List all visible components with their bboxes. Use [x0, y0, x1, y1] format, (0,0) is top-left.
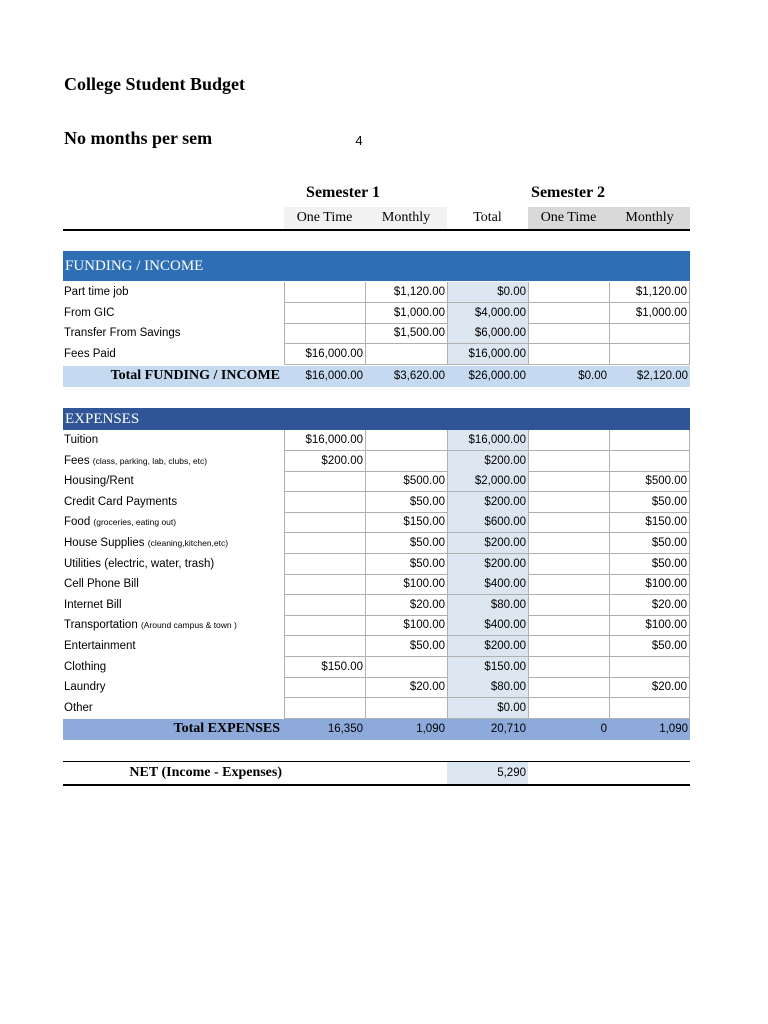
funding-total-total[interactable]: $26,000.00 [468, 370, 526, 382]
expenses-cell-s1-onetime[interactable] [284, 512, 365, 533]
funding-row-transfer-from-savings [63, 323, 690, 344]
expenses-cell-s1-onetime[interactable] [284, 492, 365, 513]
row-label-text: Housing/Rent [64, 475, 134, 488]
expenses-cell-s2-onetime[interactable] [528, 698, 609, 719]
expenses-label-clothing [63, 657, 284, 678]
expenses-cell-s2-monthly[interactable]: $20.00 [609, 677, 690, 698]
expenses-label-laundry [63, 677, 284, 698]
funding-cell-s1-monthly[interactable] [365, 344, 447, 365]
expenses-cell-s2-monthly[interactable]: $150.00 [609, 512, 690, 533]
expenses-row-transportation [63, 615, 690, 636]
funding-cell-total[interactable]: $0.00 [447, 282, 528, 303]
row-label-text: Food [64, 516, 91, 529]
expenses-cell-s1-monthly[interactable] [365, 451, 447, 472]
col-header-s1-monthly: Monthly [365, 207, 447, 229]
expenses-cell-s1-monthly[interactable]: $100.00 [365, 615, 447, 636]
funding-total-label: Total FUNDING / INCOME [110, 368, 280, 383]
expenses-cell-s2-onetime[interactable] [528, 657, 609, 678]
row-label-text: From GIC [64, 306, 115, 319]
expenses-cell-s1-onetime[interactable] [284, 471, 365, 492]
funding-cell-total[interactable]: $16,000.00 [447, 344, 528, 365]
expenses-label-house-supplies [63, 533, 284, 554]
expenses-label-credit-card-payments [63, 492, 284, 513]
funding-cell-s1-monthly[interactable]: $1,000.00 [365, 303, 447, 324]
expenses-cell-s1-monthly[interactable] [365, 657, 447, 678]
expenses-cell-total[interactable]: $2,000.00 [447, 471, 528, 492]
row-label-text: Transportation [64, 619, 138, 632]
months-per-sem-value[interactable]: 4 [355, 133, 363, 148]
funding-row-part-time-job [63, 282, 690, 303]
expenses-cell-total[interactable]: $150.00 [447, 657, 528, 678]
expenses-cell-s1-onetime[interactable] [284, 595, 365, 616]
row-label-text: Part time job [64, 286, 129, 298]
funding-cell-s1-onetime[interactable] [284, 282, 365, 303]
expenses-cell-total[interactable]: $0.00 [447, 698, 528, 719]
expenses-cell-total[interactable]: $200.00 [447, 451, 528, 472]
expenses-cell-s1-onetime[interactable] [284, 677, 365, 698]
expenses-cell-s1-monthly[interactable]: $50.00 [365, 533, 447, 554]
funding-cell-s1-monthly[interactable]: $1,120.00 [365, 282, 447, 303]
expenses-section-header: EXPENSES [63, 408, 690, 430]
funding-label-fees-paid [63, 344, 284, 365]
expenses-label-transportation [63, 615, 284, 636]
expenses-cell-s2-onetime[interactable] [528, 554, 609, 575]
expenses-cell-s2-onetime[interactable] [528, 574, 609, 595]
expenses-row-credit-card-payments [63, 492, 690, 513]
expenses-total-total[interactable]: 20,710 [490, 723, 526, 735]
row-label-note: (cleaning,kitchen,etc) [147, 538, 229, 548]
expenses-row-other [63, 698, 690, 719]
col-header-total: Total [447, 207, 528, 229]
row-label-note: (groceries, eating out) [93, 517, 177, 528]
expenses-cell-s1-onetime[interactable] [284, 698, 365, 719]
expenses-total-label: Total EXPENSES [173, 721, 280, 736]
expenses-total-s2-monthly[interactable]: 1,090 [659, 723, 688, 735]
funding-cell-s2-onetime[interactable] [528, 344, 609, 365]
expenses-cell-s1-onetime[interactable] [284, 636, 365, 657]
funding-cell-total[interactable]: $6,000.00 [447, 323, 528, 344]
expenses-row-house-supplies [63, 533, 690, 554]
row-label-text: Transfer From Savings [64, 327, 181, 340]
expenses-label-fees [63, 451, 284, 472]
expenses-row-tuition [63, 430, 690, 451]
expenses-cell-s1-onetime[interactable] [284, 574, 365, 595]
funding-cell-s2-monthly[interactable] [609, 323, 690, 344]
expenses-cell-s1-onetime[interactable] [284, 533, 365, 554]
expenses-cell-s1-onetime[interactable]: $150.00 [284, 657, 365, 678]
funding-cell-total[interactable]: $4,000.00 [447, 303, 528, 324]
expenses-cell-s2-monthly[interactable]: $50.00 [609, 492, 690, 513]
expenses-label-utilities [63, 554, 284, 575]
funding-cell-s2-onetime[interactable] [528, 323, 609, 344]
funding-label-transfer-from-savings [63, 323, 284, 344]
expenses-cell-total[interactable]: $200.00 [447, 533, 528, 554]
expenses-cell-total[interactable]: $200.00 [447, 492, 528, 513]
funding-cell-s2-monthly[interactable]: $1,120.00 [609, 282, 690, 303]
expenses-cell-s1-monthly[interactable]: $50.00 [365, 554, 447, 575]
expenses-cell-s2-monthly[interactable]: $50.00 [609, 554, 690, 575]
expenses-cell-s2-monthly[interactable] [609, 451, 690, 472]
row-label-text: Laundry [64, 681, 106, 694]
expenses-label-housing-rent [63, 471, 284, 492]
semester-2-header: Semester 2 [531, 184, 605, 201]
expenses-cell-s1-onetime[interactable]: $16,000.00 [284, 430, 365, 451]
net-label: NET (Income - Expenses) [129, 765, 282, 780]
funding-total-s1-onetime[interactable]: $16,000.00 [305, 370, 363, 382]
expenses-total-s2-onetime[interactable]: 0 [600, 723, 607, 735]
row-label-text: Tuition [64, 434, 99, 446]
col-header-s2-monthly: Monthly [609, 207, 690, 229]
expenses-cell-s2-onetime[interactable] [528, 451, 609, 472]
row-label-text: Entertainment [64, 640, 136, 652]
expenses-label-internet-bill [63, 595, 284, 616]
page-title: College Student Budget [64, 74, 246, 94]
expenses-row-clothing [63, 657, 690, 678]
expenses-cell-s2-monthly[interactable]: $50.00 [609, 636, 690, 657]
row-label-note: (Around campus & town ) [140, 620, 237, 631]
expenses-cell-total[interactable]: $400.00 [447, 574, 528, 595]
funding-cell-s2-monthly[interactable] [609, 344, 690, 365]
expenses-cell-s2-onetime[interactable] [528, 430, 609, 451]
months-per-sem-label: No months per sem [64, 128, 213, 148]
expenses-row-internet-bill [63, 595, 690, 616]
expenses-row-housing-rent [63, 471, 690, 492]
funding-cell-s1-monthly[interactable]: $1,500.00 [365, 323, 447, 344]
expenses-row-cell-phone-bill [63, 574, 690, 595]
expenses-total-s1-monthly[interactable]: 1,090 [416, 723, 445, 735]
expenses-row-entertainment [63, 636, 690, 657]
expenses-cell-s2-monthly[interactable]: $500.00 [609, 471, 690, 492]
expenses-label-other [63, 698, 284, 719]
expenses-row-laundry [63, 677, 690, 698]
expenses-label-food [63, 512, 284, 533]
funding-total-s1-monthly[interactable]: $3,620.00 [393, 370, 445, 382]
net-row [63, 761, 690, 786]
expenses-cell-s2-monthly[interactable] [609, 698, 690, 719]
expenses-label-tuition [63, 430, 284, 451]
semester-1-header: Semester 1 [306, 184, 380, 201]
expenses-cell-s2-monthly[interactable]: $100.00 [609, 615, 690, 636]
expenses-cell-s1-onetime[interactable]: $200.00 [284, 451, 365, 472]
expenses-cell-s2-monthly[interactable]: $100.00 [609, 574, 690, 595]
expenses-cell-s1-monthly[interactable]: $100.00 [365, 574, 447, 595]
funding-label-from-gic [63, 303, 284, 324]
expenses-total-s1-onetime[interactable]: 16,350 [327, 723, 363, 735]
funding-cell-s2-onetime[interactable] [528, 282, 609, 303]
expenses-cell-s1-monthly[interactable]: $20.00 [365, 595, 447, 616]
expenses-cell-s2-onetime[interactable] [528, 636, 609, 657]
expenses-cell-s2-onetime[interactable] [528, 471, 609, 492]
expenses-cell-s1-monthly[interactable]: $50.00 [365, 636, 447, 657]
funding-cell-s1-onetime[interactable] [284, 323, 365, 344]
funding-section-header: FUNDING / INCOME [63, 251, 690, 281]
expenses-cell-total[interactable]: $400.00 [447, 615, 528, 636]
expenses-cell-s1-monthly[interactable]: $50.00 [365, 492, 447, 513]
header-rule [63, 229, 690, 231]
expenses-cell-s1-onetime[interactable] [284, 615, 365, 636]
expenses-cell-s2-monthly[interactable] [609, 430, 690, 451]
row-label-text: Credit Card Payments [64, 495, 178, 508]
expenses-cell-s2-monthly[interactable]: $50.00 [609, 533, 690, 554]
expenses-row-utilities [63, 554, 690, 575]
funding-cell-s2-onetime[interactable] [528, 303, 609, 324]
funding-total-row [63, 366, 690, 387]
expenses-row-food [63, 512, 690, 533]
expenses-cell-s2-onetime[interactable] [528, 677, 609, 698]
expenses-label-cell-phone-bill [63, 574, 284, 595]
row-label-text: Fees [64, 454, 90, 467]
expenses-cell-s2-onetime[interactable] [528, 512, 609, 533]
expenses-cell-total[interactable]: $80.00 [447, 677, 528, 698]
col-header-s1-onetime: One Time [284, 207, 365, 229]
net-value[interactable]: 5,290 [447, 762, 528, 784]
funding-total-s2-onetime[interactable]: $0.00 [578, 370, 607, 382]
row-label-text: Fees Paid [64, 347, 116, 360]
expenses-cell-s1-onetime[interactable] [284, 554, 365, 575]
expenses-cell-s2-monthly[interactable]: $20.00 [609, 595, 690, 616]
expenses-cell-total[interactable]: $16,000.00 [447, 430, 528, 451]
expenses-total-row [63, 719, 690, 740]
expenses-cell-s2-onetime[interactable] [528, 595, 609, 616]
row-label-note: (class, parking, lab, clubs, etc) [92, 455, 208, 466]
expenses-row-fees [63, 451, 690, 472]
expenses-cell-s2-onetime[interactable] [528, 533, 609, 554]
expenses-cell-s2-onetime[interactable] [528, 492, 609, 513]
expenses-cell-s1-monthly[interactable]: $150.00 [365, 512, 447, 533]
expenses-cell-s1-monthly[interactable]: $20.00 [365, 677, 447, 698]
row-label-text: Internet Bill [64, 598, 122, 611]
expenses-cell-s1-monthly[interactable] [365, 698, 447, 719]
expenses-cell-total[interactable]: $80.00 [447, 595, 528, 616]
expenses-cell-s2-onetime[interactable] [528, 615, 609, 636]
expenses-cell-s1-monthly[interactable] [365, 430, 447, 451]
expenses-cell-s2-monthly[interactable] [609, 657, 690, 678]
funding-cell-s2-monthly[interactable]: $1,000.00 [609, 303, 690, 324]
row-label-text: Utilities (electric, water, trash) [64, 557, 215, 570]
row-label-text: Clothing [64, 660, 107, 673]
row-label-text: Cell Phone Bill [64, 578, 139, 591]
row-label-text: Other [64, 701, 93, 714]
funding-cell-s1-onetime[interactable]: $16,000.00 [284, 344, 365, 365]
row-label-text: House Supplies [64, 537, 145, 549]
funding-row-fees-paid [63, 344, 690, 365]
funding-row-from-gic [63, 303, 690, 324]
expenses-cell-total[interactable]: $200.00 [447, 554, 528, 575]
expenses-cell-total[interactable]: $600.00 [447, 512, 528, 533]
funding-total-s2-monthly[interactable]: $2,120.00 [636, 370, 688, 382]
expenses-label-entertainment [63, 636, 284, 657]
col-header-s2-onetime: One Time [528, 207, 609, 229]
funding-cell-s1-onetime[interactable] [284, 303, 365, 324]
funding-label-part-time-job [63, 282, 284, 303]
expenses-cell-total[interactable]: $200.00 [447, 636, 528, 657]
expenses-cell-s1-monthly[interactable]: $500.00 [365, 471, 447, 492]
